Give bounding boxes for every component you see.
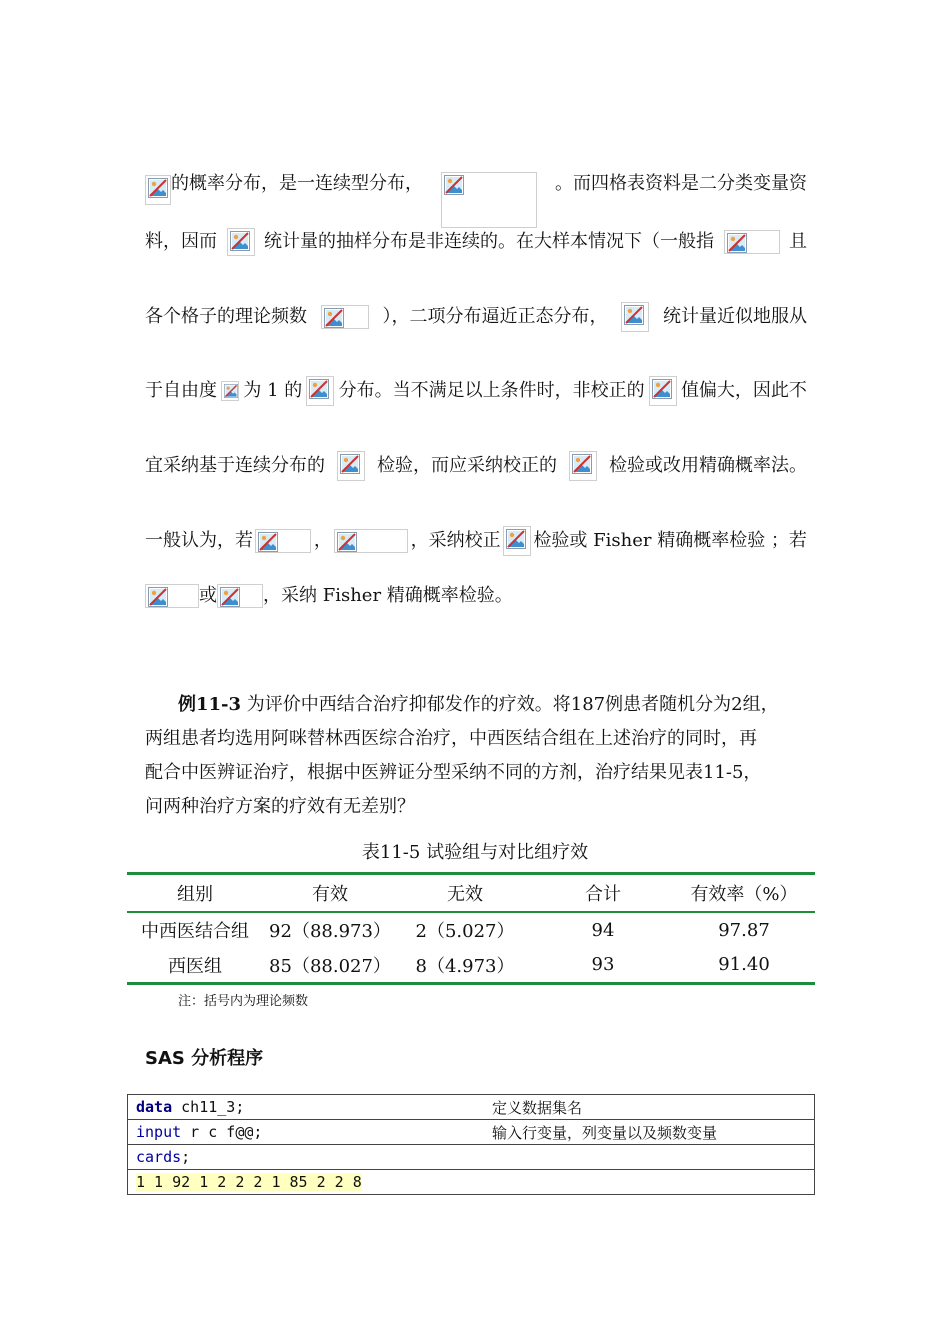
text: 值偏大，因此不 bbox=[680, 380, 807, 401]
text: 问两种治疗方案的疗效有无差别？ bbox=[145, 796, 415, 817]
para-line-6 bbox=[145, 526, 807, 556]
code-text: r c f@@; bbox=[181, 1123, 263, 1141]
broken-image-icon bbox=[227, 228, 255, 256]
keyword: input bbox=[136, 1123, 182, 1141]
text: 宜采纳基于连续分布的 bbox=[145, 455, 325, 476]
code-comment: 定义数据集名 bbox=[484, 1095, 815, 1120]
text: 检验或 Fisher 精确概率检验 ；若 bbox=[533, 530, 807, 551]
cell: 97.87 bbox=[718, 919, 770, 941]
cell: 8（4.973） bbox=[397, 948, 533, 984]
broken-image-icon bbox=[145, 584, 199, 608]
data-lines: 1 1 92 1 2 2 2 1 85 2 2 8 bbox=[136, 1173, 362, 1191]
table-note: 注：括号内为理论频数 bbox=[178, 994, 309, 1009]
col-header: 组别 bbox=[127, 874, 263, 912]
text: 一般认为，若 bbox=[145, 530, 253, 551]
code-text: ; bbox=[181, 1148, 191, 1166]
cell: 92（88.973） bbox=[269, 921, 391, 942]
broken-image-icon bbox=[221, 381, 239, 401]
code-cell bbox=[128, 1120, 485, 1145]
code-cell bbox=[128, 1170, 815, 1195]
cell: 2（5.027） bbox=[415, 921, 515, 942]
broken-image-icon bbox=[724, 230, 780, 254]
text: 各个格子的理论频数 bbox=[145, 306, 307, 327]
broken-image-icon bbox=[334, 529, 408, 553]
broken-image-icon bbox=[255, 529, 311, 553]
broken-image-icon bbox=[217, 584, 263, 608]
sas-code-table bbox=[127, 1094, 815, 1195]
broken-image-icon bbox=[503, 526, 531, 556]
keyword: data bbox=[136, 1098, 173, 1116]
results-table bbox=[127, 872, 815, 985]
para-line-4 bbox=[145, 376, 807, 406]
text: 检验或改用精确概率法。 bbox=[609, 455, 807, 476]
broken-image-icon bbox=[441, 172, 537, 228]
broken-image-icon bbox=[621, 302, 649, 332]
code-text: ch11_3; bbox=[172, 1098, 245, 1116]
keyword: cards bbox=[136, 1148, 182, 1166]
table-row bbox=[127, 948, 815, 984]
text: 统计量近似地服从 bbox=[663, 306, 807, 327]
text: ），二项分布逼近正态分布， bbox=[382, 306, 608, 327]
table-header-row bbox=[127, 874, 815, 912]
text: 料，因而 bbox=[145, 231, 217, 252]
section-heading: SAS 分析程序 bbox=[145, 1048, 264, 1069]
code-comment: 输入行变量，列变量以及频数变量 bbox=[484, 1120, 815, 1145]
cell: 94 bbox=[591, 919, 615, 941]
table-caption: 表11-5 试验组与对比组疗效 bbox=[361, 842, 589, 863]
cell: 85（88.027） bbox=[263, 948, 397, 984]
example-label: 例11-3 bbox=[178, 694, 242, 715]
para-line-3 bbox=[145, 302, 807, 332]
text: 且 bbox=[789, 231, 807, 252]
code-row bbox=[128, 1170, 815, 1195]
broken-image-icon bbox=[649, 376, 677, 406]
cell: 西医组 bbox=[127, 948, 263, 984]
col-header: 无效 bbox=[397, 874, 533, 912]
cell: 93 bbox=[533, 948, 673, 984]
broken-image-icon bbox=[145, 175, 171, 205]
col-header: 有效 bbox=[263, 874, 397, 912]
code-row bbox=[128, 1095, 815, 1120]
broken-image-icon bbox=[306, 376, 334, 406]
example-paragraph bbox=[145, 688, 805, 824]
text: ，采纳校正 bbox=[410, 530, 501, 551]
text: 。而四格表资料是二分类变量资 bbox=[555, 173, 807, 194]
cell: 中西医结合组 bbox=[141, 921, 249, 942]
text: 统计量的抽样分布是非连续的。在大样本情况下（一般指 bbox=[264, 231, 714, 252]
broken-image-icon bbox=[337, 451, 365, 481]
text: 的概率分布，是一连续型分布， bbox=[171, 173, 423, 194]
para-line-1 bbox=[145, 140, 807, 228]
text: 为 1 的 bbox=[243, 380, 303, 401]
text: ，采纳 Fisher 精确概率检验。 bbox=[263, 585, 513, 606]
broken-image-icon bbox=[569, 451, 597, 481]
para-line-2 bbox=[145, 228, 807, 256]
text: 分布。当不满足以上条件时，非校正的 bbox=[338, 380, 645, 401]
text: 配合中医辨证治疗，根据中医辨证分型采纳不同的方剂，治疗结果见表11-5， bbox=[145, 762, 762, 783]
para-line-7 bbox=[145, 584, 807, 608]
text: 于自由度 bbox=[145, 380, 217, 401]
text: 或 bbox=[199, 585, 217, 606]
para-line-5 bbox=[145, 451, 807, 481]
col-header: 合计 bbox=[533, 874, 673, 912]
text: 检验，而应采纳校正的 bbox=[377, 455, 557, 476]
code-row bbox=[128, 1120, 815, 1145]
code-cell bbox=[128, 1145, 815, 1170]
broken-image-icon bbox=[321, 305, 369, 329]
text: ， bbox=[313, 530, 332, 551]
text: 两组患者均选用阿咪替林西医综合治疗，中西医结合组在上述治疗的同时，再 bbox=[145, 728, 757, 749]
code-row bbox=[128, 1145, 815, 1170]
code-cell bbox=[128, 1095, 485, 1120]
text: 为评价中西结合治疗抑郁发作的疗效。将187例患者随机分为2组， bbox=[241, 694, 779, 715]
col-header: 有效率（%） bbox=[673, 874, 815, 912]
table-row bbox=[127, 912, 815, 948]
cell: 91.40 bbox=[673, 948, 815, 984]
